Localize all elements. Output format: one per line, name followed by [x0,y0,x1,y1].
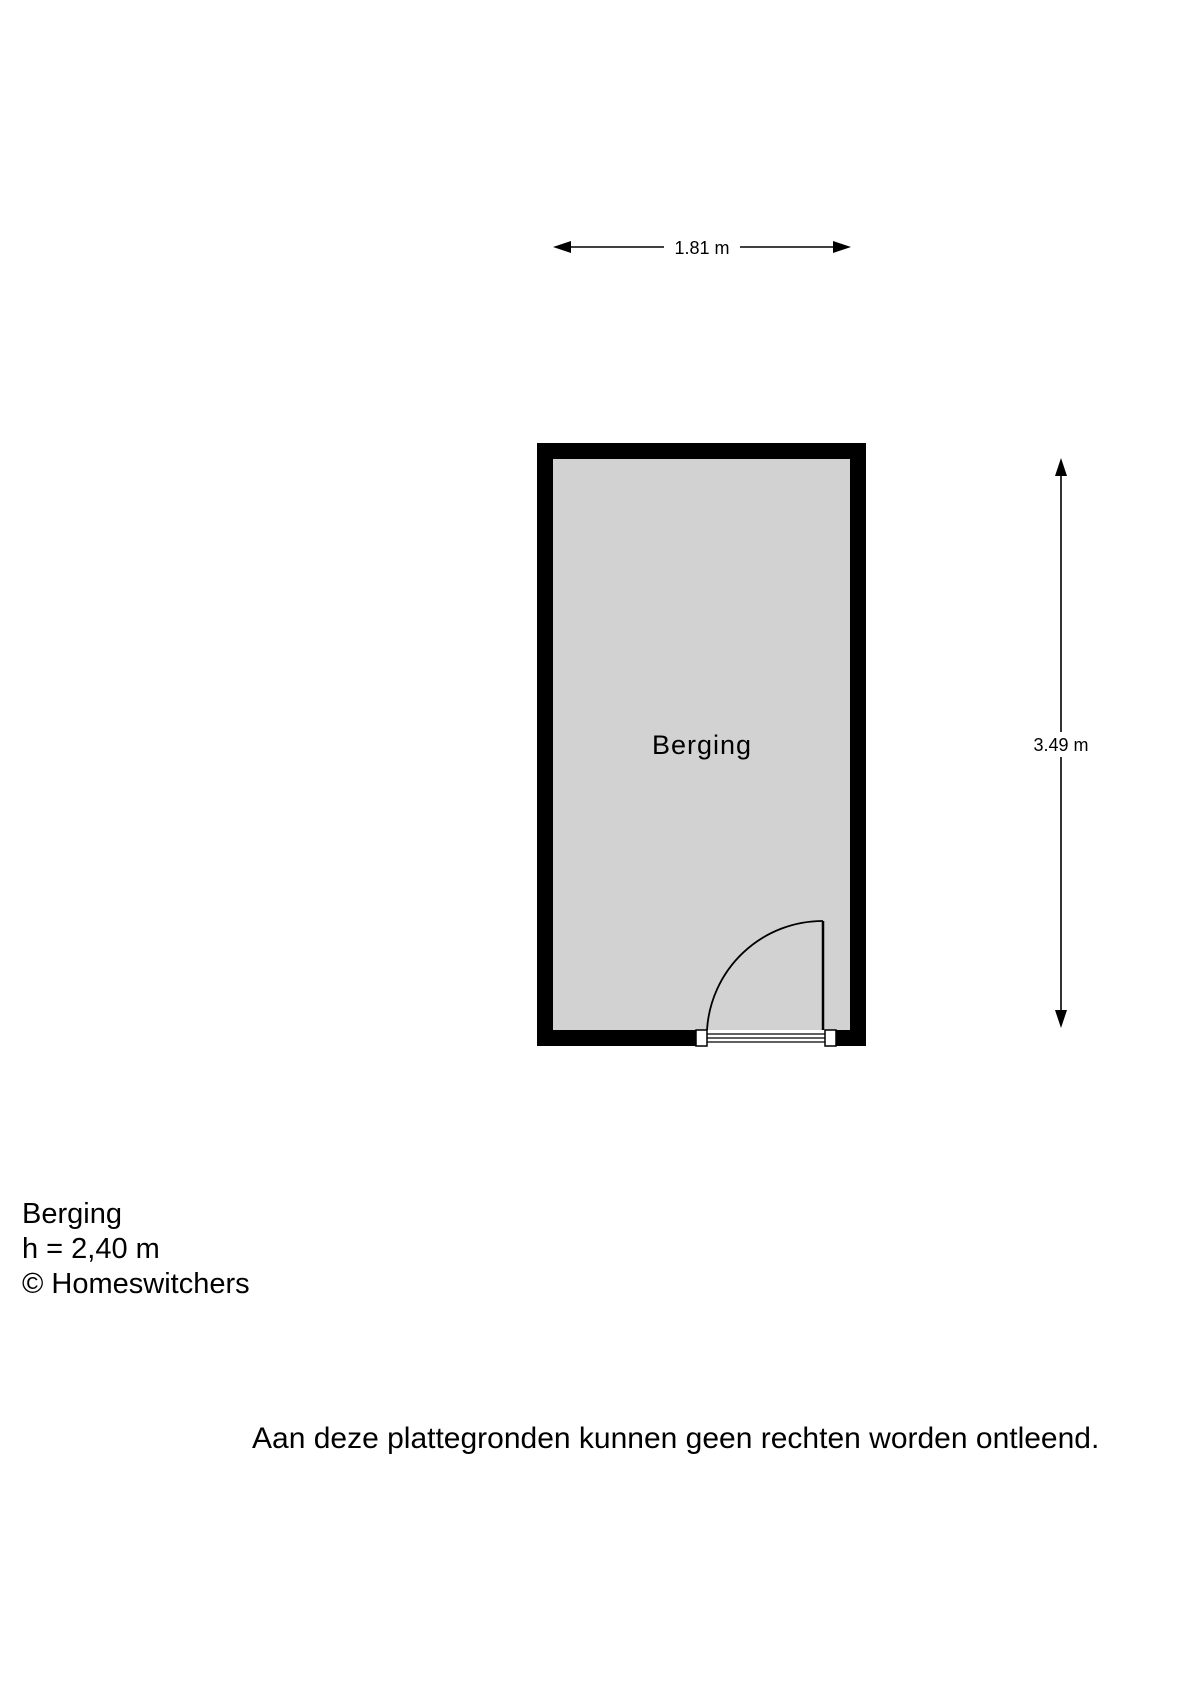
info-room-name: Berging [22,1198,122,1230]
width-arrow-left-icon [553,241,571,253]
door-jamb-right [825,1030,836,1046]
info-ceiling-height: h = 2,40 m [22,1233,160,1265]
width-dimension [553,238,851,258]
room-berging [537,443,866,1046]
width-dimension-label: 1.81 m [674,238,730,258]
door-jamb-left [696,1030,707,1046]
room-info [22,1197,250,1302]
depth-dimension [1033,458,1088,1028]
width-arrow-right-icon [833,241,851,253]
depth-arrow-bottom-icon [1055,1010,1067,1028]
disclaimer-text: Aan deze plattegronden kunnen geen rechten worden ontleend. [252,1422,1100,1455]
depth-arrow-top-icon [1055,458,1067,476]
room-label: Berging [651,730,753,760]
info-copyright: © Homeswitchers [22,1268,250,1300]
depth-dimension-label: 3.49 m [1033,735,1089,755]
